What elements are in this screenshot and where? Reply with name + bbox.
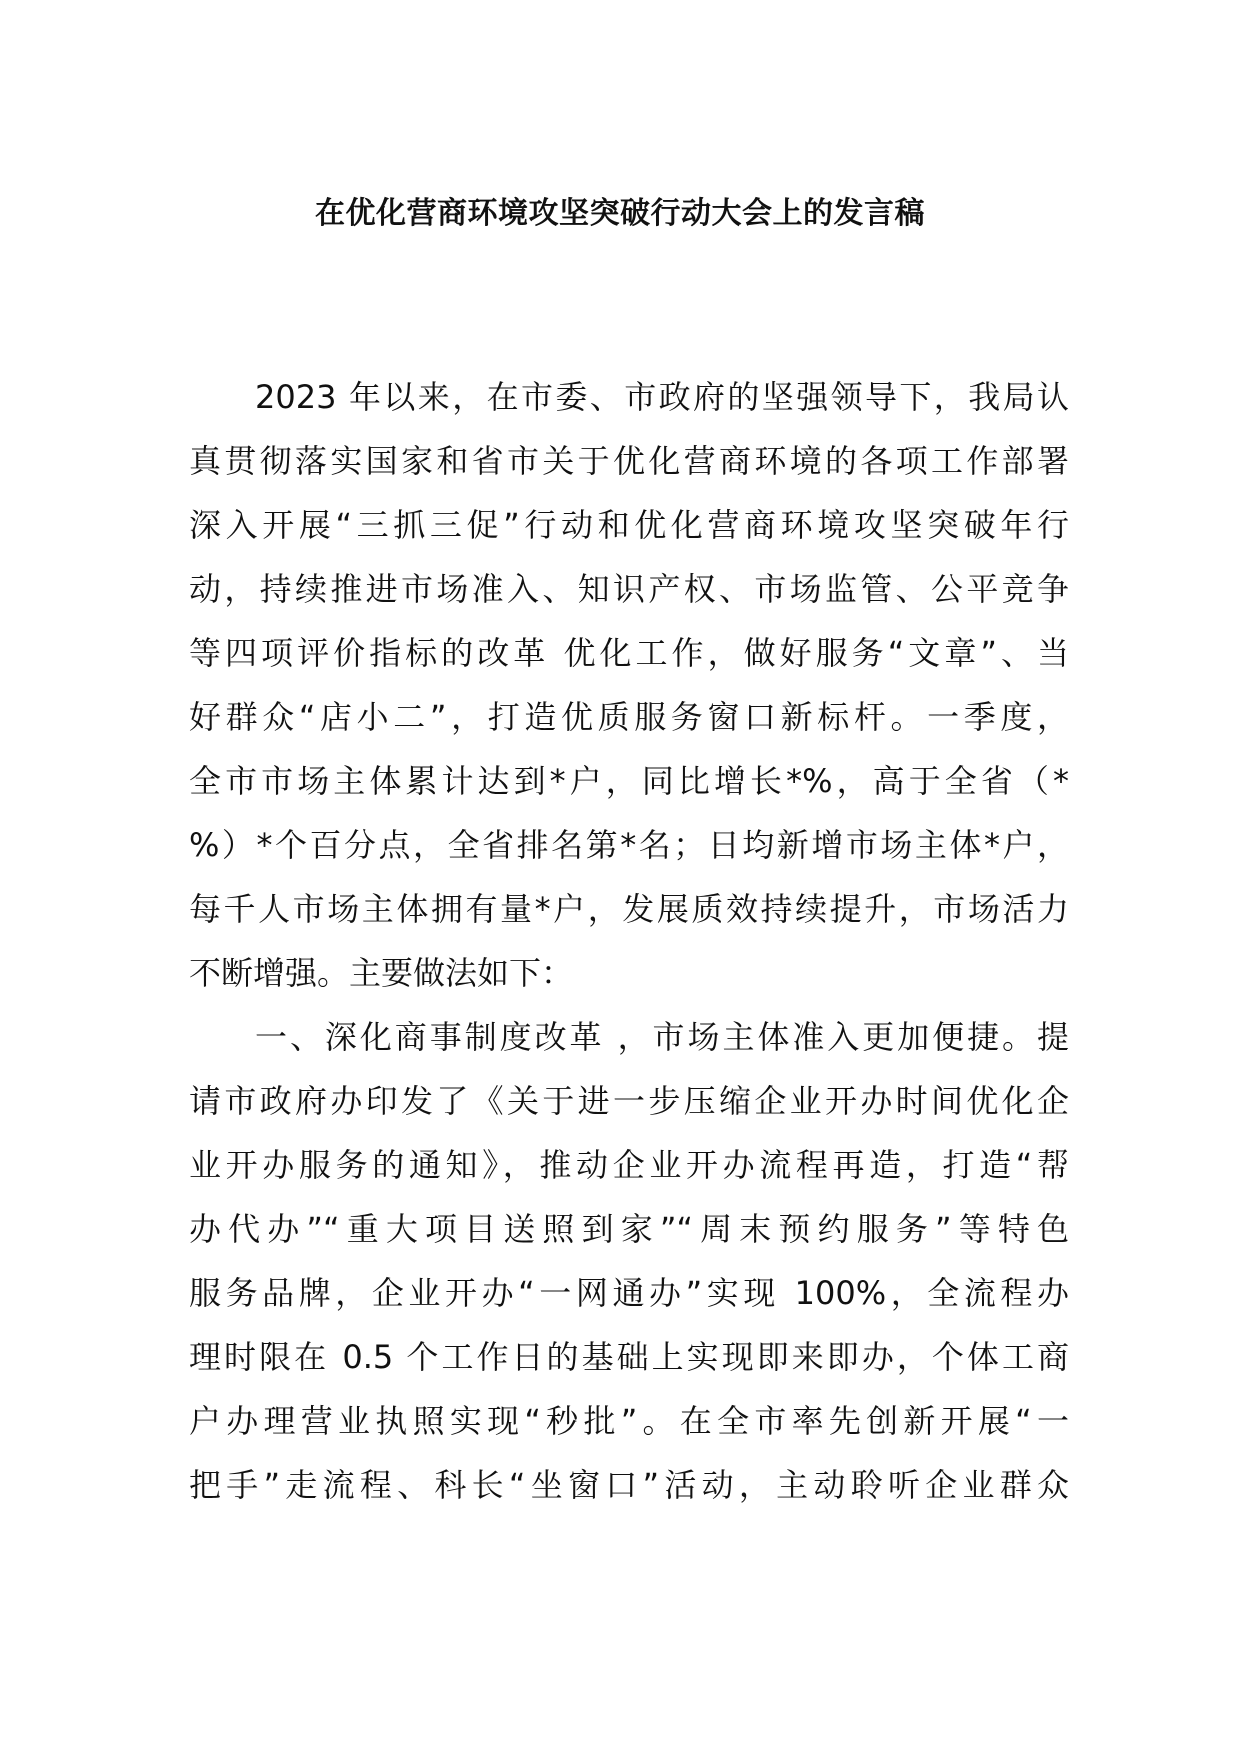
paragraph-line: 办代办”“重大项目送照到家”“周末预约服务”等特色 — [189, 1210, 1069, 1248]
paragraph-line: 把手”走流程、科长“坐窗口”活动，主动聆听企业群众 — [189, 1466, 1069, 1504]
paragraph-line: 好群众“店小二”，打造优质服务窗口新标杆。一季度， — [189, 698, 1069, 736]
paragraph-line: 理时限在 0.5 个工作日的基础上实现即来即办，个体工商 — [189, 1338, 1069, 1376]
paragraph-line: 请市政府办印发了《关于进一步压缩企业开办时间优化企 — [189, 1082, 1069, 1120]
document-title: 在优化营商环境攻坚突破行动大会上的发言稿 — [315, 196, 925, 231]
paragraph-line: 不断增强。主要做法如下： — [189, 954, 574, 992]
paragraph-line: 等四项评价指标的改革 优化工作，做好服务“文章”、当 — [189, 634, 1069, 672]
paragraph-line: 深入开展“三抓三促”行动和优化营商环境攻坚突破年行 — [189, 506, 1069, 544]
document-body — [189, 365, 1069, 1517]
paragraph-line: 每千人市场主体拥有量*户，发展质效持续提升，市场活力 — [189, 890, 1069, 928]
paragraph-line: 全市市场主体累计达到*户，同比增长*%，高于全省（* — [189, 762, 1069, 800]
paragraph-line: %）*个百分点，全省排名第*名；日均新增市场主体*户， — [189, 826, 1069, 864]
paragraph-line: 真贯彻落实国家和省市关于优化营商环境的各项工作部署 — [189, 442, 1069, 480]
paragraph-line: 户办理营业执照实现“秒批”。在全市率先创新开展“一 — [189, 1402, 1069, 1440]
paragraph-line: 动，持续推进市场准入、知识产权、市场监管、公平竞争 — [189, 570, 1069, 608]
paragraph-line: 2023 年以来，在市委、市政府的坚强领导下，我局认 — [255, 378, 1069, 416]
paragraph-line: 服务品牌，企业开办“一网通办”实现 100%，全流程办 — [189, 1274, 1069, 1312]
paragraph-line: 业开办服务的通知》，推动企业开办流程再造，打造“帮 — [189, 1146, 1069, 1184]
paragraph-line: 一、深化商事制度改革 ，市场主体准入更加便捷。提 — [255, 1018, 1069, 1056]
